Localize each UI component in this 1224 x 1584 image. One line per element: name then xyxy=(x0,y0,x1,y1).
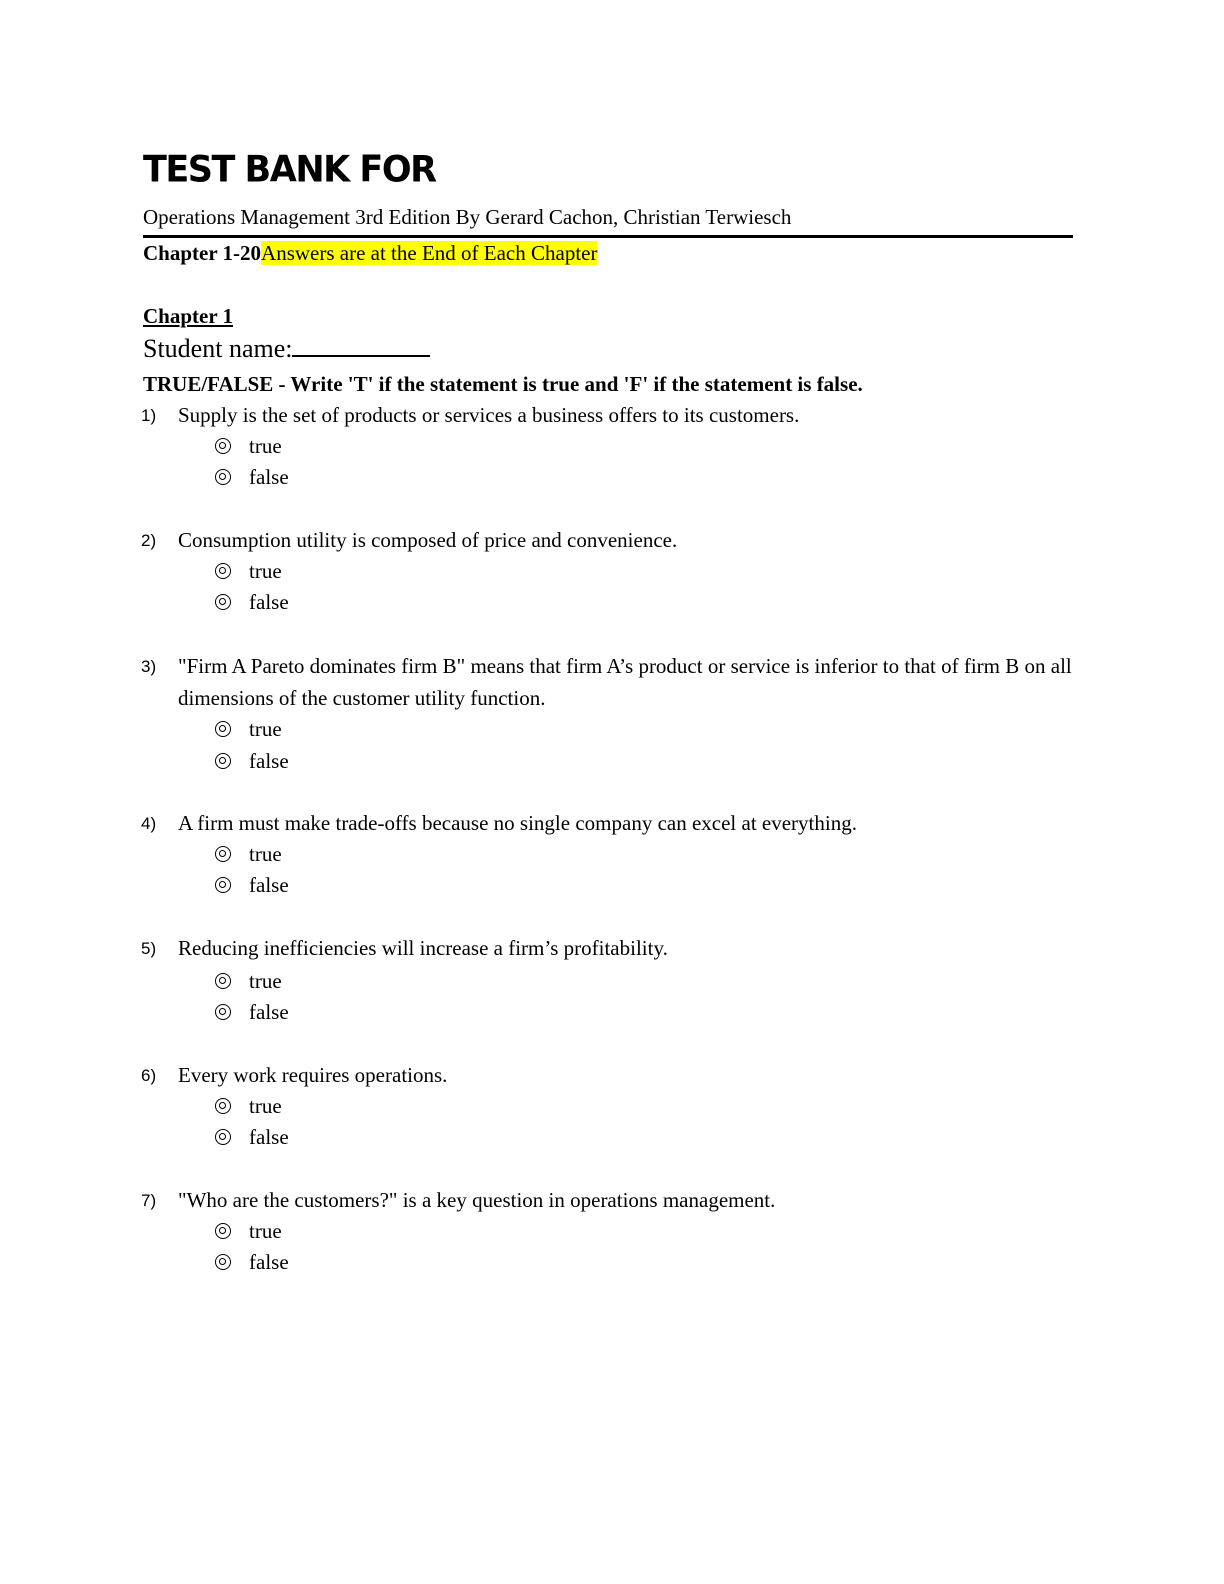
option-label: false xyxy=(249,590,289,614)
question-number: 5) xyxy=(141,939,157,958)
radio-icon[interactable] xyxy=(215,877,231,893)
student-name-label: Student name: xyxy=(143,334,293,363)
question-number: 6) xyxy=(141,1066,157,1085)
question-number: 7) xyxy=(141,1191,157,1210)
radio-icon[interactable] xyxy=(215,1004,231,1020)
option-label: true xyxy=(249,842,282,866)
question-text: "Firm A Pareto dominates firm B" means that firm A’s product or service is inferior to that of firm B on all dimensions of the customer utility function. xyxy=(178,654,1072,710)
question-number: 4) xyxy=(141,814,157,833)
radio-icon[interactable] xyxy=(215,973,231,989)
option-label: true xyxy=(249,434,282,458)
question-text: "Who are the customers?" is a key question in operations management. xyxy=(178,1188,776,1212)
student-name-line xyxy=(143,332,430,366)
chapter-range-line xyxy=(143,239,597,267)
question-number: 1) xyxy=(141,406,157,425)
option-label: true xyxy=(249,1094,282,1118)
option-label: true xyxy=(249,717,282,741)
option-label: false xyxy=(249,749,289,773)
radio-icon[interactable] xyxy=(215,594,231,610)
radio-icon[interactable] xyxy=(215,1223,231,1239)
chapter-heading: Chapter 1 xyxy=(143,304,234,328)
title-divider xyxy=(143,235,1073,238)
answers-note-highlight: Answers are at the End of Each Chapter xyxy=(261,241,598,265)
question-number: 2) xyxy=(141,531,157,550)
radio-icon[interactable] xyxy=(215,438,231,454)
radio-icon[interactable] xyxy=(215,1098,231,1114)
book-subtitle: Operations Management 3rd Edition By Gerard Cachon, Christian Terwiesch xyxy=(143,205,792,229)
option-label: false xyxy=(249,465,289,489)
true-false-instructions: TRUE/FALSE - Write 'T' if the statement is true and 'F' if the statement is false. xyxy=(143,372,863,396)
question-text: Every work requires operations. xyxy=(178,1063,448,1087)
option-label: true xyxy=(249,559,282,583)
student-name-blank xyxy=(292,333,430,357)
question-text: Supply is the set of products or services a business offers to its customers. xyxy=(178,403,800,427)
chapter-range: Chapter 1-20 xyxy=(143,241,262,265)
radio-icon[interactable] xyxy=(215,753,231,769)
radio-icon[interactable] xyxy=(215,563,231,579)
radio-icon[interactable] xyxy=(215,1129,231,1145)
option-label: false xyxy=(249,1125,289,1149)
option-label: false xyxy=(249,873,289,897)
question-text: A firm must make trade-offs because no single company can excel at everything. xyxy=(178,811,857,835)
radio-icon[interactable] xyxy=(215,1254,231,1270)
question-number: 3) xyxy=(141,657,157,676)
question-text: Consumption utility is composed of price and convenience. xyxy=(178,528,678,552)
option-label: false xyxy=(249,1000,289,1024)
radio-icon[interactable] xyxy=(215,469,231,485)
radio-icon[interactable] xyxy=(215,721,231,737)
option-label: false xyxy=(249,1250,289,1274)
question-text: Reducing inefficiencies will increase a firm’s profitability. xyxy=(178,936,668,960)
radio-icon[interactable] xyxy=(215,846,231,862)
document-title: TEST BANK FOR xyxy=(143,148,436,191)
option-label: true xyxy=(249,969,282,993)
option-label: true xyxy=(249,1219,282,1243)
